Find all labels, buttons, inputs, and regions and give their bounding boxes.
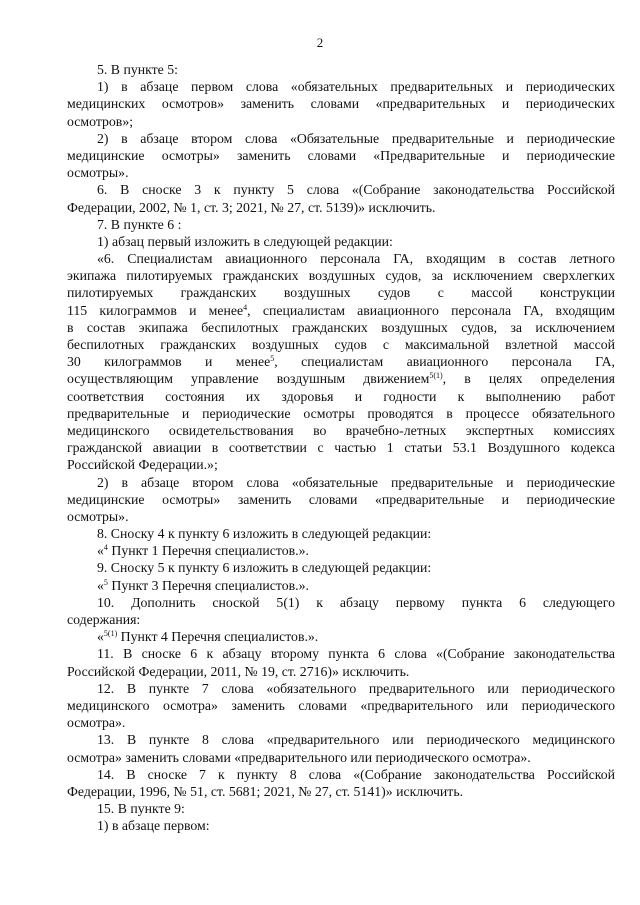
line-text: 115 килограммов и менее [67,302,244,318]
text-line [67,645,615,662]
line-text-continued: , специалистам авиационного персонала ГА, [274,354,615,370]
line-text: осуществляющим управление воздушным движением [67,371,430,387]
text-line [67,474,615,491]
footnote-mark: 4 [243,302,248,312]
line-text: 2) в абзаце втором слова «обязательные предварительные и периодические [97,474,615,490]
text-line [67,250,615,267]
text-line [67,233,615,250]
text-line [67,422,615,439]
line-text-continued: , в целях определения [442,371,615,387]
text-line [67,800,615,817]
text-line [67,164,615,181]
line-text: « [97,629,104,645]
text-line [67,319,615,336]
line-text: медицинского осмотра» заменить словами «предварительного или периодического [67,697,615,713]
line-text: медицинские осмотры» заменить словами «Предварительные и периодические [67,147,615,163]
text-line [67,78,615,95]
line-text: 30 килограммов и менее [67,354,271,370]
text-line [67,611,615,628]
line-text: Федерации, 1996, № 51, ст. 5681; 2021, № 27, ст. 5141)» исключить. [67,783,464,799]
line-text: пилотируемых гражданских воздушных судов с массой конструкции [67,285,615,301]
line-text-continued: Пункт 4 Перечня специалистов.». [117,629,319,645]
text-line [67,817,615,834]
line-text: 9. Сноску 5 к пункту 6 изложить в следующей редакции: [97,560,432,576]
text-line [67,577,615,594]
line-text: осмотры». [67,165,129,181]
text-line [67,697,615,714]
line-text: 8. Сноску 4 к пункту 6 изложить в следующей редакции: [97,526,432,542]
line-text: 1) абзац первый изложить в следующей редакции: [97,233,393,249]
line-text: осмотры». [67,508,129,524]
text-line [67,284,615,301]
footnote-mark: 4 [103,543,108,553]
text-line [67,95,615,112]
line-text: медицинские осмотры» заменить словами «предварительные и периодические [67,491,615,507]
text-line [67,749,615,766]
line-text: « [97,577,104,593]
text-line [67,439,615,456]
text-line [67,491,615,508]
line-text: медицинского освидетельствования во врачебно-летных экспертных комиссиях [67,422,615,438]
page-number: 2 [316,35,324,50]
line-text: гражданской авиации в соответствии с частью 1 статьи 53.1 Воздушного кодекса [67,440,615,456]
text-line [67,508,615,525]
footnote-mark: 5(1) [103,629,118,639]
line-text-continued: Пункт 3 Перечня специалистов.». [107,577,309,593]
text-line [67,594,615,611]
line-text: предварительные и периодические осмотры проводятся в процессе обязательного [67,405,615,421]
line-text: осмотра». [67,715,126,731]
document-body [67,61,615,834]
text-line [67,680,615,697]
line-text: 2) в абзаце втором слова «Обязательные предварительные и периодические [97,130,615,146]
text-line [67,783,615,800]
text-line [67,405,615,422]
text-line [67,628,615,645]
line-text: 10. Дополнить сноской 5(1) к абзацу первому пункта 6 следующего [97,594,615,610]
line-text: 13. В пункте 8 слова «предварительного или периодического медицинского [97,732,615,748]
line-text: « [97,543,104,559]
text-line [67,302,615,319]
line-text: 6. В сноске 3 к пункту 5 слова «(Собрание законодательства Российской [97,182,615,198]
text-line [67,113,615,130]
line-text: осмотра» заменить словами «предварительного или периодического осмотра». [67,749,531,765]
text-line [67,559,615,576]
text-line [67,267,615,284]
text-line [67,388,615,405]
text-line [67,147,615,164]
line-text: Федерации, 2002, № 1, ст. 3; 2021, № 27, ст. 5139)» исключить. [67,199,436,215]
line-text: 15. В пункте 9: [97,801,185,817]
line-text: 7. В пункте 6 : [97,216,182,232]
text-line [67,370,615,387]
line-text-continued: , специалистам авиационного персонала ГА, входящим [247,302,615,318]
footnote-mark: 5 [270,354,275,364]
text-line [67,130,615,147]
line-text: содержания: [67,612,141,627]
text-line [67,216,615,233]
line-text: «6. Специалистам авиационного персонала ГА, входящим в состав летного [97,251,615,267]
text-line [67,456,615,473]
line-text: соответствия состояния их здоровья и годности к выполнению работ [67,388,615,404]
line-text: Российской Федерации, 2011, № 19, ст. 2716)» исключить. [67,663,410,679]
line-text: 14. В сноске 7 к пункту 8 слова «(Собрание законодательства Российской [97,766,615,782]
text-line [67,61,615,78]
line-text: Российской Федерации.»; [67,457,218,473]
text-line [67,199,615,216]
footnote-mark: 5 [103,577,108,587]
text-line [67,731,615,748]
line-text: 1) в абзаце первом слова «обязательных предварительных и периодических [97,79,615,95]
line-text: 5. В пункте 5: [97,62,178,77]
footnote-mark: 5(1) [429,371,443,381]
text-line [67,663,615,680]
text-line [67,525,615,542]
text-line [67,353,615,370]
text-line [67,336,615,353]
line-text: осмотров»; [67,113,134,129]
line-text: 1) в абзаце первом: [97,818,210,834]
text-line [67,542,615,559]
line-text: медицинских осмотров» заменить словами «предварительных и периодических [67,96,615,112]
line-text: экипажа пилотируемых гражданских воздушных судов, за исключением сверхлегких [67,268,615,284]
text-line [67,181,615,198]
line-text: 12. В пункте 7 слова «обязательного предварительного или периодического [97,680,615,696]
line-text: в состав экипажа беспилотных гражданских воздушных судов, за исключением [67,319,615,335]
line-text: 11. В сноске 6 к абзацу второму пункта 6 слова «(Собрание законодательства [97,646,615,662]
line-text-continued: Пункт 1 Перечня специалистов.». [107,543,309,559]
line-text: беспилотных гражданских воздушных судов с максимальной взлетной массой [67,337,615,352]
text-line [67,714,615,731]
text-line [67,766,615,783]
